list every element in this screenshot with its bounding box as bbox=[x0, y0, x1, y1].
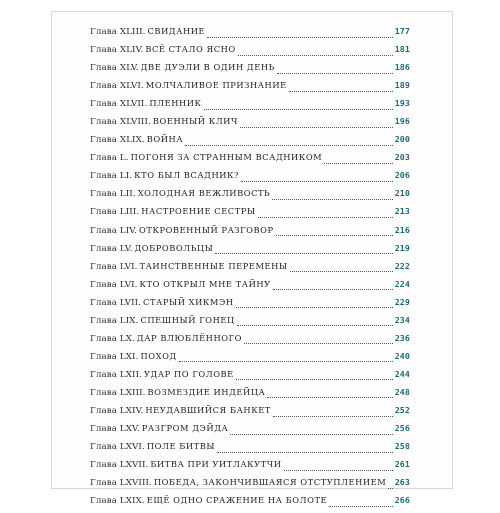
toc-entry bbox=[90, 62, 410, 80]
chapter-number: LXIV. bbox=[119, 405, 144, 416]
chapter-label: Глава bbox=[90, 315, 118, 326]
chapter-number: LI. bbox=[119, 171, 133, 182]
toc-entry bbox=[90, 477, 410, 495]
toc-entry bbox=[90, 98, 410, 116]
toc-entry bbox=[90, 134, 410, 152]
chapter-number: LIV. bbox=[119, 225, 138, 236]
chapter-label: Глава bbox=[90, 496, 118, 507]
chapter-label: Глава bbox=[90, 333, 118, 344]
chapter-title: СПЕШНЫЙ ГОНЕЦ bbox=[140, 314, 235, 325]
page-number: 193 bbox=[394, 98, 410, 109]
chapter-number: LXI. bbox=[119, 351, 139, 362]
chapter-title: ВОЕННЫЙ КЛИЧ bbox=[152, 116, 238, 127]
dot-leader bbox=[276, 235, 393, 236]
toc-entry bbox=[90, 441, 410, 459]
toc-entry bbox=[90, 44, 410, 62]
chapter-title: ПОХОД bbox=[140, 350, 177, 361]
chapter-title: БИТВА ПРИ УИТЛАКУТЧИ bbox=[150, 459, 282, 470]
page-number: 181 bbox=[394, 44, 410, 55]
page-number: 210 bbox=[394, 188, 410, 199]
chapter-number: L. bbox=[119, 153, 129, 164]
chapter-title: ВСЁ СТАЛО ЯСНО bbox=[145, 44, 236, 55]
dot-leader bbox=[244, 343, 393, 344]
toc-entry bbox=[90, 80, 410, 98]
chapter-label: Глава bbox=[90, 27, 118, 37]
dot-leader bbox=[240, 127, 393, 128]
toc-entry bbox=[90, 333, 410, 351]
chapter-number: LXV. bbox=[119, 424, 140, 435]
page-number: 240 bbox=[394, 350, 410, 361]
dot-leader bbox=[324, 163, 393, 164]
chapter-label: Глава bbox=[90, 351, 118, 362]
chapter-number: LXVIII. bbox=[119, 478, 152, 489]
chapter-number: LXVII. bbox=[119, 460, 149, 471]
dot-leader bbox=[272, 199, 393, 200]
chapter-label: Глава bbox=[90, 117, 118, 128]
chapter-label: Глава bbox=[90, 297, 118, 308]
chapter-title: СТАРЫЙ ХИКМЭН bbox=[143, 296, 234, 307]
page-number: 216 bbox=[394, 224, 410, 235]
chapter-number: LV. bbox=[119, 243, 133, 254]
dot-leader bbox=[388, 488, 393, 489]
toc-entry bbox=[90, 387, 410, 405]
chapter-label: Глава bbox=[90, 225, 118, 236]
chapter-label: Глава bbox=[90, 442, 118, 453]
page-number: 219 bbox=[394, 242, 410, 253]
chapter-number: LXVI. bbox=[119, 442, 145, 453]
page-number: 266 bbox=[394, 495, 410, 506]
chapter-label: Глава bbox=[90, 261, 118, 272]
toc-entry bbox=[90, 261, 410, 279]
page-number: 229 bbox=[394, 296, 410, 307]
toc-entry bbox=[90, 206, 410, 224]
chapter-number: LVI. bbox=[119, 279, 138, 290]
chapter-title: ВОЗМЕЗДИЕ ИНДЕЙЦА bbox=[147, 386, 266, 397]
chapter-title: ПЛЕННИК bbox=[149, 98, 202, 109]
chapter-number: LIII. bbox=[119, 207, 140, 218]
chapter-label: Глава bbox=[90, 369, 118, 380]
chapter-number: XLV. bbox=[119, 63, 139, 74]
chapter-number: XLVII. bbox=[119, 99, 148, 110]
toc-entry bbox=[90, 423, 410, 441]
chapter-label: Глава bbox=[90, 135, 118, 146]
dot-leader bbox=[273, 289, 393, 290]
chapter-number: LVI. bbox=[119, 261, 138, 272]
page-number: 200 bbox=[394, 134, 410, 145]
chapter-title: КТО БЫЛ ВСАДНИК? bbox=[134, 170, 240, 181]
chapter-title: ПОГОНЯ ЗА СТРАННЫМ ВСАДНИКОМ bbox=[130, 152, 323, 163]
chapter-number: XLIII. bbox=[119, 27, 146, 37]
chapter-label: Глава bbox=[90, 153, 118, 164]
dot-leader bbox=[241, 181, 393, 182]
dot-leader bbox=[273, 416, 393, 417]
chapter-label: Глава bbox=[90, 279, 118, 290]
dot-leader bbox=[204, 109, 393, 110]
chapter-number: LVII. bbox=[119, 297, 142, 308]
toc-entry bbox=[90, 351, 410, 369]
toc-entry bbox=[90, 369, 410, 387]
dot-leader bbox=[329, 506, 393, 507]
page-number: 258 bbox=[394, 441, 410, 452]
page-number: 177 bbox=[394, 26, 410, 36]
toc-entry bbox=[90, 495, 410, 513]
chapter-label: Глава bbox=[90, 387, 118, 398]
chapter-number: LXIII. bbox=[119, 387, 146, 398]
chapter-title: ТАИНСТВЕННЫЕ ПЕРЕМЕНЫ bbox=[139, 260, 288, 271]
toc-entry bbox=[90, 152, 410, 170]
page-number: 256 bbox=[394, 423, 410, 434]
toc-entry bbox=[90, 459, 410, 477]
chapter-title: НАСТРОЕНИЕ СЕСТРЫ bbox=[141, 206, 256, 217]
chapter-title: ХОЛОДНАЯ ВЕЖЛИВОСТЬ bbox=[137, 188, 271, 199]
dot-leader bbox=[284, 470, 393, 471]
table-of-contents bbox=[90, 26, 410, 513]
chapter-number: XLIX. bbox=[119, 135, 145, 146]
page-number: 261 bbox=[394, 459, 410, 470]
page-number: 196 bbox=[394, 116, 410, 127]
dot-leader bbox=[215, 253, 393, 254]
chapter-title: ПОЛЕ БИТВЫ bbox=[146, 441, 216, 452]
toc-entry bbox=[90, 279, 410, 297]
page-number: 234 bbox=[394, 314, 410, 325]
chapter-number: XLIV. bbox=[119, 45, 144, 56]
chapter-title: ОТКРОВЕННЫЙ РАЗГОВОР bbox=[139, 224, 274, 235]
page-number: 224 bbox=[394, 278, 410, 289]
chapter-title: НЕУДАВШИЙСЯ БАНКЕТ bbox=[145, 404, 271, 415]
chapter-number: XLVIII. bbox=[119, 117, 151, 128]
dot-leader bbox=[217, 452, 393, 453]
chapter-number: LII. bbox=[119, 189, 136, 200]
dot-leader bbox=[267, 397, 393, 398]
chapter-label: Глава bbox=[90, 171, 118, 182]
dot-leader bbox=[290, 271, 393, 272]
chapter-title: ДАР ВЛЮБЛЁННОГО bbox=[136, 332, 242, 343]
toc-entry bbox=[90, 405, 410, 423]
toc-entry bbox=[90, 225, 410, 243]
dot-leader bbox=[237, 325, 393, 326]
dot-leader bbox=[230, 434, 393, 435]
dot-leader bbox=[207, 37, 393, 38]
toc-entry bbox=[90, 188, 410, 206]
dot-leader bbox=[258, 217, 393, 218]
page-number: 189 bbox=[394, 80, 410, 91]
page-number: 252 bbox=[394, 404, 410, 415]
chapter-label: Глава bbox=[90, 460, 118, 471]
dot-leader bbox=[277, 73, 393, 74]
dot-leader bbox=[238, 55, 393, 56]
chapter-title: КТО ОТКРЫЛ МНЕ ТАЙНУ bbox=[139, 278, 271, 289]
page-number: 206 bbox=[394, 170, 410, 181]
chapter-title: МОЛЧАЛИВОЕ ПРИЗНАНИЕ bbox=[145, 80, 287, 91]
chapter-label: Глава bbox=[90, 207, 118, 218]
chapter-number: LX. bbox=[119, 333, 135, 344]
page-number: 248 bbox=[394, 386, 410, 397]
chapter-title: УДАР ПО ГОЛОВЕ bbox=[144, 368, 234, 379]
chapter-title: РАЗГРОМ ДЭЙДА bbox=[141, 423, 229, 434]
chapter-title: ПОБЕДА, ЗАКОНЧИВШАЯСЯ ОТСТУПЛЕНИЕМ bbox=[153, 477, 387, 488]
chapter-number: LXII. bbox=[119, 369, 142, 380]
chapter-label: Глава bbox=[90, 424, 118, 435]
page-number: 203 bbox=[394, 152, 410, 163]
chapter-label: Глава bbox=[90, 478, 118, 489]
chapter-title: СВИДАНИЕ bbox=[147, 26, 206, 36]
chapter-label: Глава bbox=[90, 99, 118, 110]
chapter-label: Глава bbox=[90, 63, 118, 74]
chapter-title: ДОБРОВОЛЬЦЫ bbox=[134, 242, 214, 253]
dot-leader bbox=[289, 91, 393, 92]
toc-entry bbox=[90, 170, 410, 188]
page-number: 186 bbox=[394, 62, 410, 73]
chapter-title: ДВЕ ДУЭЛИ В ОДИН ДЕНЬ bbox=[140, 62, 275, 73]
chapter-title: ЕЩЁ ОДНО СРАЖЕНИЕ НА БОЛОТЕ bbox=[146, 495, 328, 506]
toc-entry bbox=[90, 116, 410, 134]
chapter-number: XLVI. bbox=[119, 81, 144, 92]
toc-entry bbox=[90, 243, 410, 261]
page-number: 263 bbox=[394, 477, 410, 488]
dot-leader bbox=[185, 145, 393, 146]
toc-entry bbox=[90, 297, 410, 315]
chapter-number: LXIX. bbox=[119, 496, 145, 507]
dot-leader bbox=[236, 379, 393, 380]
dot-leader bbox=[179, 361, 393, 362]
page-number: 222 bbox=[394, 260, 410, 271]
toc-entry bbox=[90, 26, 410, 44]
chapter-title: ВОЙНА bbox=[146, 134, 184, 145]
page-number: 213 bbox=[394, 206, 410, 217]
chapter-label: Глава bbox=[90, 81, 118, 92]
chapter-label: Глава bbox=[90, 243, 118, 254]
dot-leader bbox=[236, 307, 393, 308]
chapter-label: Глава bbox=[90, 189, 118, 200]
chapter-label: Глава bbox=[90, 405, 118, 416]
toc-entry bbox=[90, 315, 410, 333]
chapter-number: LIX. bbox=[119, 315, 139, 326]
page-number: 236 bbox=[394, 332, 410, 343]
chapter-label: Глава bbox=[90, 45, 118, 56]
page-number: 244 bbox=[394, 368, 410, 379]
